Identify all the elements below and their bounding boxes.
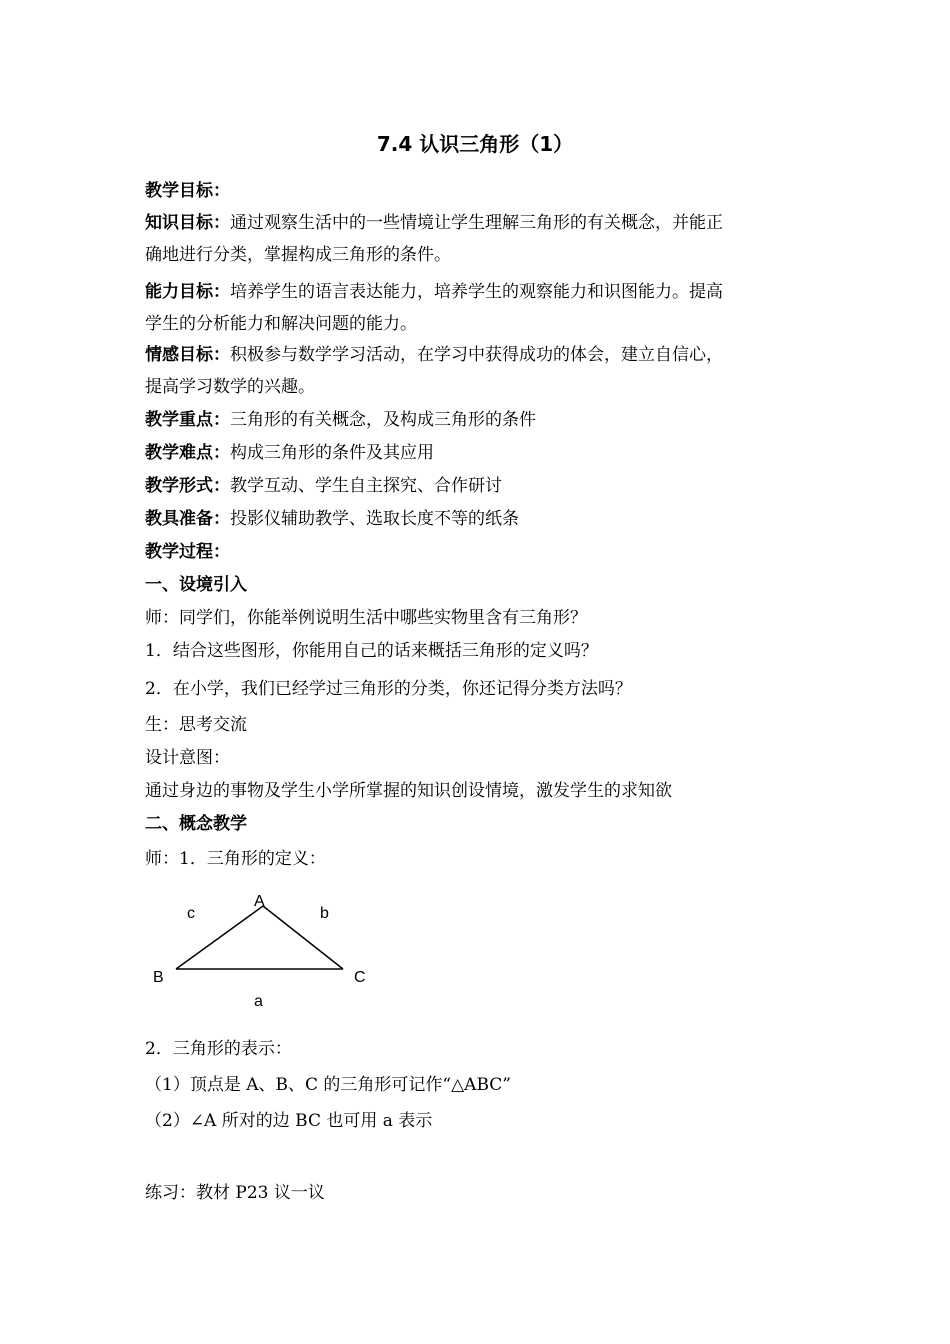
emotion-goal: 情感目标：积极参与数学学习活动，在学习中获得成功的体会，建立自信心， [145, 345, 723, 365]
side-b [263, 906, 343, 969]
side-label-b: b [320, 905, 329, 922]
section-1-line-2: 1．结合这些图形，你能用自己的话来概括三角形的定义吗？ [145, 641, 598, 661]
side-label-c: c [187, 905, 195, 922]
section-2-line-1: 师：1．三角形的定义： [145, 849, 326, 869]
key-point: 教学重点：三角形的有关概念，及构成三角形的条件 [145, 410, 536, 430]
vertex-label-a: A [254, 893, 265, 910]
process-heading: 教学过程： [145, 542, 230, 562]
section-2-line-4: （2）∠A 所对的边 BC 也可用 a 表示 [145, 1111, 433, 1131]
page-title: 7.4 认识三角形（1） [376, 132, 574, 156]
vertex-label-c: C [354, 969, 366, 986]
side-label-a: a [254, 993, 263, 1010]
section-2-line-2: 2．三角形的表示： [145, 1039, 292, 1059]
section-1-heading: 一、设境引入 [145, 575, 247, 595]
section-2-heading: 二、概念教学 [145, 814, 247, 834]
section-1-line-6: 通过身边的事物及学生小学所掌握的知识创设情境，激发学生的求知欲 [145, 781, 672, 801]
emotion-goal-cont: 提高学习数学的兴趣。 [145, 377, 315, 397]
section-1-line-5: 设计意图： [145, 748, 230, 768]
vertex-label-b: B [153, 969, 164, 986]
section-2-line-3: （1）顶点是 A、B、C 的三角形可记作“△ABC” [145, 1075, 511, 1095]
practice-line: 练习：教材 P23 议一议 [145, 1183, 325, 1203]
knowledge-goal: 知识目标：通过观察生活中的一些情境让学生理解三角形的有关概念，并能正 [145, 213, 723, 233]
difficulty: 教学难点：构成三角形的条件及其应用 [145, 443, 434, 463]
knowledge-goal-cont: 确地进行分类，掌握构成三角形的条件。 [145, 245, 451, 265]
ability-goal: 能力目标：培养学生的语言表达能力，培养学生的观察能力和识图能力。提高 [145, 282, 723, 302]
teaching-form: 教学形式：教学互动、学生自主探究、合作研讨 [145, 476, 502, 496]
teaching-goals-heading: 教学目标： [145, 181, 230, 201]
section-1-line-4: 生：思考交流 [145, 715, 247, 735]
triangle-diagram [145, 890, 385, 1010]
section-1-line-1: 师：同学们，你能举例说明生活中哪些实物里含有三角形？ [145, 608, 587, 628]
ability-goal-cont: 学生的分析能力和解决问题的能力。 [145, 314, 417, 334]
teaching-aids: 教具准备：投影仪辅助教学、选取长度不等的纸条 [145, 509, 519, 529]
section-1-line-3: 2．在小学，我们已经学过三角形的分类，你还记得分类方法吗？ [145, 679, 632, 699]
